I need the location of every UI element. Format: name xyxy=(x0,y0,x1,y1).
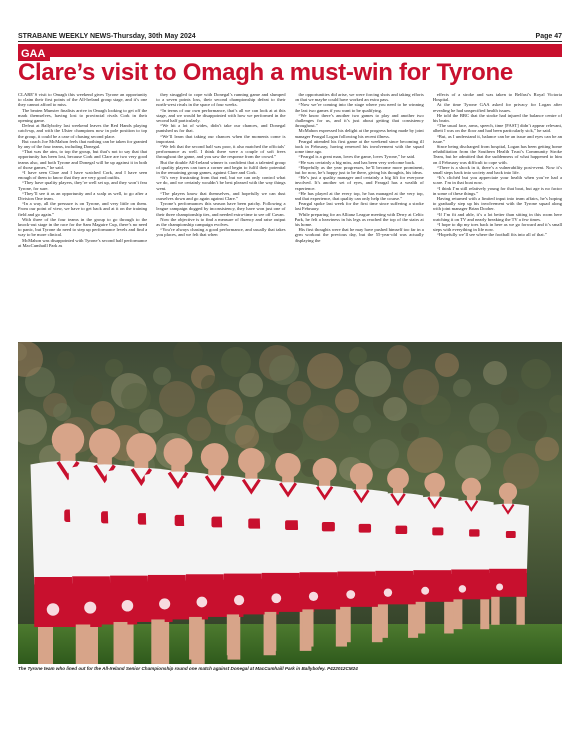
masthead xyxy=(18,30,562,40)
article-paragraph: Defeat at Ballybofey last weekend leaves the Red Hands playing catch-up, and with the Ulster champions now in pole position to top the group, it could be a case of chasing second place. xyxy=(18,123,148,139)
article-paragraph: CLARE’S visit to Omagh this weekend gives Tyrone an opportunity to claim their first points of the All-Ireland group stage, and it’s one they cannot afford to miss. xyxy=(18,92,148,108)
article-paragraph: The beaten Munster finalists arrive in Omagh looking to get off the mark themselves, having lost to provincial rivals Cork in their opening game. xyxy=(18,107,148,124)
article-column-4 xyxy=(433,92,562,336)
article-paragraph: He told the BBC that the stroke had injured the balance centre of his brain. xyxy=(432,112,562,124)
article-paragraph: “In a way, all the pressure is on Tyrone, and very little on them. From our point of view, we have to get back and at it on the training field and go again.” xyxy=(18,201,148,217)
article-paragraph: “He has played at the every top, he has managed at the very top, and that experience, that quality can only help the course.” xyxy=(294,190,424,202)
article-paragraph: “They’ll see it as an opportunity and a scalp as well, to go after a Division One team. xyxy=(18,190,148,202)
article-paragraph: At the time Tyrone GAA asked for privacy for Logan after revealing he had unspecified health issues. xyxy=(432,102,562,113)
article-body xyxy=(18,92,562,336)
article-paragraph: “We’ll learn that taking our chances when the moments come is important. xyxy=(156,133,286,144)
article-paragraph: Tyrone’s performances this season have been patchy. Following a league campaign dogged by inconsistency, they have won just one of their three championship ties, and needed extra-time to see off Cavan. xyxy=(156,201,286,217)
page-number: Page 47 xyxy=(535,33,562,40)
article-paragraph: “If I’m fit and able, it’s a lot better than sitting in this room here watching it on TV and nearly breaking the TV a few times. xyxy=(432,211,562,222)
article-paragraph: “The players know that themselves, and hopefully we can dust ourselves down and go again against Clare.” xyxy=(156,190,286,202)
article-paragraph: But the double All-Ireland winner is confident that a talented group of quality players can turn a corner and begin to fulfil their potential in the remaining group games, against Clare and Cork. xyxy=(156,159,286,176)
article-paragraph: “We hit a lot of wides, didn’t take our chances, and Donegal punished us for that. xyxy=(156,123,286,134)
article-paragraph: With three of the four teams in the group to go through to the knock-out stage in the race for the Sam Maguire Cup, there’s no need to panic, but Tyrone do need to step up performance levels and find a way to be more clinical. xyxy=(18,216,148,238)
article-paragraph: “I have seen Clare and I have watched Cork, and I have seen enough of them to know that they are very good outfits. xyxy=(18,170,148,181)
article-paragraph: “But, as I understand it, balance can be an issue and eyes can be an issue.” xyxy=(432,133,562,144)
team-photo xyxy=(18,342,562,664)
article-paragraph: “I think I’m still relatively young for that boat, but age is no factor in some of these things.” xyxy=(432,185,562,196)
masthead-publication: STRABANE WEEKLY NEWS-Thursday, 30th May 2024 xyxy=(18,33,196,40)
masthead-rule xyxy=(18,41,562,42)
article-paragraph: Feargal spoke last week for the first time since suffering a stroke last February. xyxy=(294,201,424,212)
article-paragraph: effects of a stroke and was taken to Belfast’s Royal Victoria Hospital. xyxy=(432,92,562,103)
article-paragraph: McMahon expressed his delight at the progress being made by joint manager Feargal Logan following his recent illness. xyxy=(294,128,424,139)
article-paragraph: the opportunities did arise, we were forcing shots and taking efforts on that we maybe could have worked an extra pass. xyxy=(294,92,424,103)
section-label: GAA xyxy=(18,48,50,61)
article-column-2 xyxy=(156,92,285,336)
article-paragraph: But coach Joe McMahon feels that nothing can be taken for granted by any of the four teams, including Donegal. xyxy=(18,138,148,150)
article-paragraph: His first thoughts were that he may have pushed himself too far in a gym workout the previous day, but the 55-year-old was actually displaying the xyxy=(294,227,424,243)
article-paragraph: “That was the aim, to top the group, but that’s not to say that that opportunity has been lost, because Cork and Clare are two very good teams also, and both Tyrone and Donegal will be up against it in both of those games,” he said. xyxy=(18,149,148,170)
article-column-3 xyxy=(295,92,424,336)
article-paragraph: Now the objective is to find a measure of fluency and raise output as the championship campaign evolves. xyxy=(156,216,286,228)
article-paragraph: “We felt that the second half was poor, it also matched the officials’ performance as well. I think there were a couple of soft frees throughout the game, and you saw the response from the crowd.” xyxy=(156,144,286,160)
article-paragraph: “You’re always chasing a good performance, and usually that takes you places, and we felt that when xyxy=(156,227,286,238)
article-paragraph: “I hope to dip my toes back in here as we go forward and it’s small steps with everything in life now. xyxy=(432,222,562,233)
article-paragraph: “Now we’re coming into the stage where you need to be winning the last two games if you want to be qualifying. xyxy=(294,102,424,113)
article-paragraph: Having returned with a limited input into team affairs, he’s hoping to gradually step up his involvement with the Tyrone squad along with joint manager Brian Dooher. xyxy=(432,196,562,212)
article-paragraph: “Hopefully we’ll see where the football fits into all of that.” xyxy=(436,232,547,238)
team-photo-illustration xyxy=(18,342,562,664)
article-paragraph: “We know there’s another two games to play and another two challenges for us, and it’s just about getting that consistency throughout.” xyxy=(294,112,424,129)
article-paragraph: they struggled to cope with Donegal’s running game and slumped to a seven points loss, their second championship defeat to their north-west rivals in the space of four weeks. xyxy=(156,92,286,108)
article-paragraph: “They have quality players, they’re well set up, and they won’t fear Tyrone, for sure. xyxy=(18,180,148,191)
article-paragraph: “He’s just a quality manager and certainly a big lift for everyone involved. It’s another set of eyes, and Feargal has a wealth of experience. xyxy=(294,175,424,191)
article-paragraph: “It’s clichéd but you appreciate your health when you’ve had a scare. I’m in that boat now. xyxy=(432,175,562,186)
headline: Clare’s visit to Omagh a must-win for Tyrone xyxy=(18,59,513,86)
article-paragraph: “Feargal is a great man, loves the game, loves Tyrone,” he said. xyxy=(298,154,416,160)
article-paragraph: “Hopefully as the year progresses, he’ll become more prominent, but for now, he’s happy just to be there, giving his thoughts, his ideas. xyxy=(294,164,424,176)
article-paragraph: McMahon was disappointed with Tyrone’s second half performance at MacCumhaill Park as xyxy=(18,237,148,248)
article-column-1 xyxy=(18,92,147,336)
article-paragraph: “It’s very frustrating from that end, but we can only control what we do, and we certainly wouldn’t be best pleased with the way things went. xyxy=(156,175,286,191)
article-paragraph: While preparing for an Allianz League meeting with Derry at Celtic Park, he felt a heaviness in his legs as reached the top of the stairs at his home. xyxy=(294,211,424,228)
article-paragraph: Since being discharged from hospital, Logan has been getting home rehabilitation from the Southern Health Trust’s Community Stroke Team, but he admitted that the suddenness of what happened to him on 4 February was difficult to cope with. xyxy=(432,144,562,165)
article-paragraph: Feargal attended his first game at the weekend since becoming ill back in February, having renewed his involvement with the squad some time ago. xyxy=(294,138,424,155)
photo-caption: The Tyrone team who lined out for the All-Ireland Senior Championship round one match against Donegal at MacCumhaill Park in Ballybofey. P422012CM24 xyxy=(18,666,358,671)
article-paragraph: “In terms of our own performance, that’s all we can look at at this stage, and we would be disappointed with how we performed in the second half particularly. xyxy=(156,107,286,124)
section-tag xyxy=(18,44,562,60)
article-paragraph: “There is a shock in it, there’s a vulnerability post-event. Now it’s small steps back into society and back into life. xyxy=(432,164,562,176)
article-paragraph: “The usual face, arms, speech, time [FAST] didn’t appear relevant, albeit I was on the floor and had been particularly sick,” he said. xyxy=(432,123,562,134)
article-paragraph: “He was certainly a big miss, and has been very welcome back. xyxy=(298,159,416,165)
